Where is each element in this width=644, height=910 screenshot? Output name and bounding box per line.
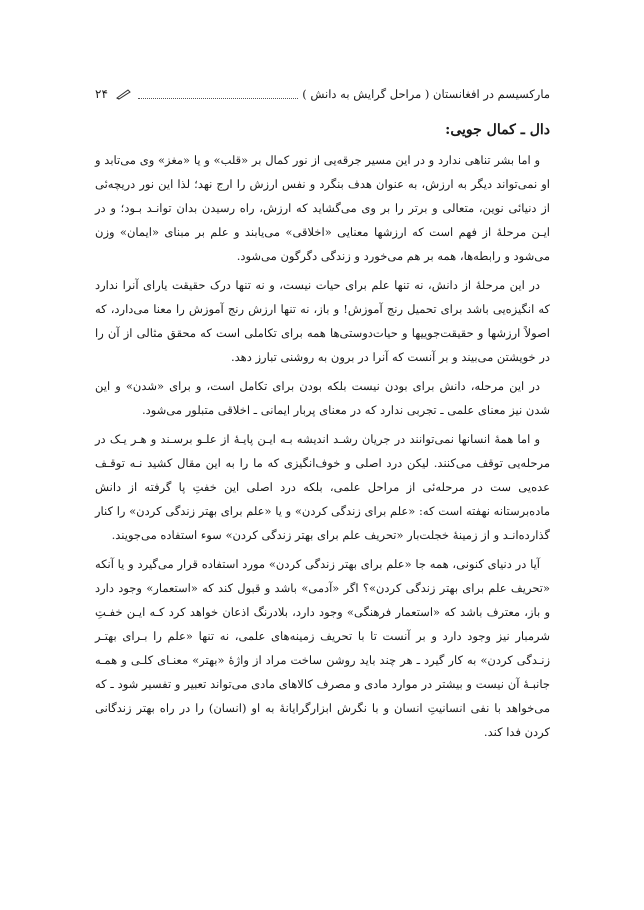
dotted-leader <box>138 98 298 99</box>
page-number: ۲۴ <box>95 87 108 101</box>
body-text <box>95 148 550 749</box>
page-header <box>95 84 550 104</box>
running-title: مارکسیسم در افغانستان ( مراحل گرایش به دانش ) <box>302 87 550 101</box>
paragraph: در این مرحلهٔ از دانش، نه تنها علم برای حیات نیست، و نه تنها درک حقیقت یارای آنرا ندارد که انگیزه‌یی باشد برای تحمیل رنج آموزش! و باز، نه تنها ارزش رنج آموزش را معنا می‌دارد، که اصولاً ارزشها و حقیقت‌جوییها و حیات‌دوستی‌ها همه برای تکاملی است که محقق مثالی از آن را در خویشتن می‌بیند و بر آنست که آنرا در برون به روشنی تبارز دهد. <box>95 278 550 364</box>
paragraph: و اما همهٔ انسانها نمی‌توانند در جریان رشـد اندیشه بـه ایـن پایـهٔ از علـو برسـند و هـر یـک در مرحله‌یی توقف می‌کنند. لیکن درد اصلی و خوف‌انگیزی که ما را به این مقال کشید نـه توقـف عده‌یی ست در مرحله‌ئی از مراحل علمی، بلکه درد اصلی این خفتِ پا گرفته از دانش ماده‌برستانه نهفته است که: «علم برای زندگی کردن» و یا «علم برای بهتر زندگی کردن» را کنار گذارده‌انـد و از زمینهٔ خجلت‌بار «تحریف علم برای بهتر زندگی کردن» سوء استفاده می‌جویند. <box>95 432 550 542</box>
pen-ornament-icon <box>116 88 132 100</box>
section-heading: دال ـ کمال جویی: <box>445 122 550 138</box>
paragraph: در این مرحله، دانش برای بودن نیست بلکه بودن برای تکامل است، و برای «شدن» و این شدن نیز معنای علمی ـ تجربی ندارد که در معنای پربار ایمانی ـ اخلاقی متبلور می‌شود. <box>95 379 550 417</box>
paragraph: و اما بشر تناهی ندارد و در این مسیر جرقه‌یی از نور کمال بر «قلب» و یا «مغز» وی می‌تابد و او نمی‌تواند دیگر به ارزش، به عنوان هدف بنگرد و نفس ارزش را ارج نهد؛ لذا این نور دریچه‌ئی از دنیائی نوین، متعالی و برتر را بر وی می‌گشاید که ارزش، راه رسیدن بدان توانـد بـود؛ و در ایـن مرحلهٔ از فهم است که ارزشها معنایی «اخلاقی» می‌یابند و علم بر مبنای «ایمان» وزن می‌شود و رابطه‌ها، همه بر هم می‌خورد و زندگی دگرگون می‌شود. <box>95 153 550 263</box>
paragraph: آیا در دنیای کنونی، همه جا «علم برای بهتر زندگی کردن» مورد استفاده قرار می‌گیرد و یا آنکه «تحریف علم برای بهتر زندگی کردن»؟ اگر «آدمی» باشد و قبول کند که «استعمار» وجود دارد و باز، معترف باشد که «استعمار فرهنگی» وجود دارد، بلادرنگ اذعان خواهد کرد کـه ایـن خفـتِ شرمبار نیز وجود دارد و بر آنست تا با تحریف زمینه‌های علمی، نه تنها «علم را بـرای بهتـر زنـدگی کردن» به کار گیرد ـ هر چند باید روشن ساخت مراد از واژهٔ «بهتر» معنـای کلـی و همـه جانبـهٔ آن نیست و بیشتر در موارد مادی و مصرف کالاهای مادی می‌تواند تعبیر و تفسیر شود ـ که می‌خواهد با نفی انسانیتِ انسان و با نگرش ابزارگرایانهٔ به او (انسان) را در راه بهتر زندگانی کردن فدا کند. <box>95 557 550 739</box>
